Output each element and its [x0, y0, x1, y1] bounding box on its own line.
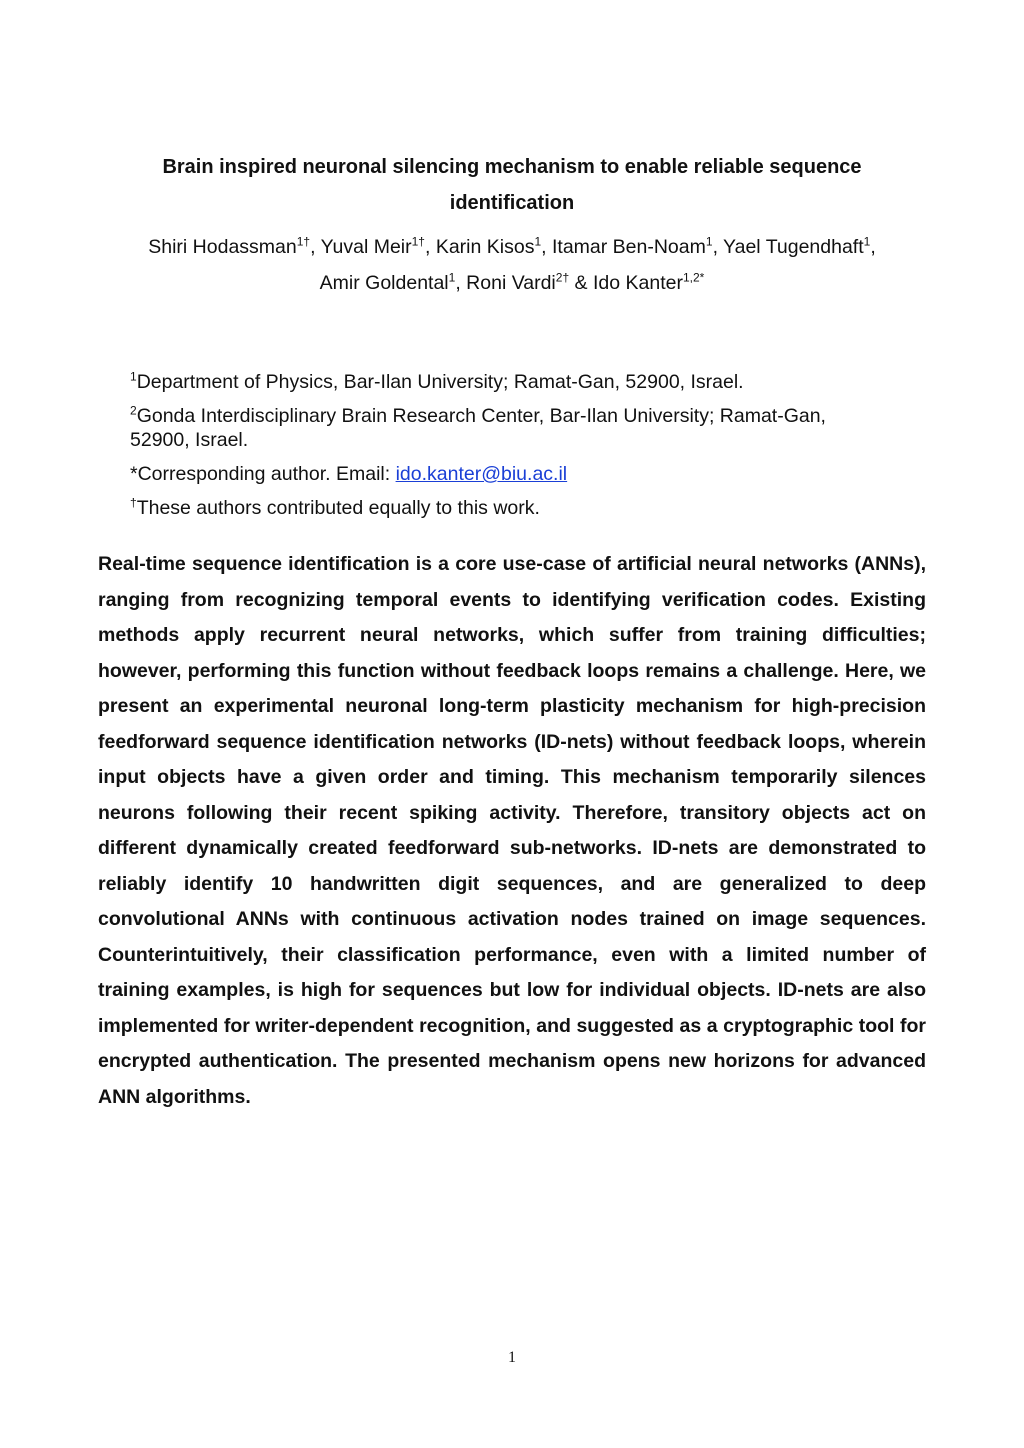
- author-line-1: [80, 229, 944, 265]
- author-separator: ,: [310, 236, 321, 258]
- author-separator: ,: [541, 236, 552, 258]
- equal-contribution-note: [130, 496, 890, 520]
- author-separator: &: [569, 272, 593, 294]
- author-name: Ido Kanter: [592, 272, 683, 294]
- equal-contribution-text: These authors contributed equally to this work.: [136, 497, 540, 519]
- author-affiliation-mark: 1: [448, 270, 456, 285]
- author-name: Amir Goldental: [319, 272, 449, 294]
- affiliation-text: Gonda Interdisciplinary Brain Research Center, Bar-Ilan University; Ramat-Gan, 52900, Israel.: [130, 405, 826, 451]
- author-affiliation-mark: 1: [863, 234, 871, 249]
- page-number: 1: [508, 1349, 516, 1366]
- author-affiliation-mark: 1,2*: [682, 270, 705, 285]
- affiliation-2: [130, 404, 870, 452]
- author-name: Itamar Ben-Noam: [551, 236, 706, 258]
- author-name: Shiri Hodassman: [148, 236, 297, 258]
- author-affiliation-mark: 1: [534, 234, 542, 249]
- author-affiliation-mark: 1†: [296, 234, 311, 249]
- affiliation-mark: 2: [130, 403, 137, 418]
- affiliation-1: [130, 370, 890, 394]
- author-separator: ,: [455, 272, 467, 294]
- author-name: Roni Vardi: [466, 272, 556, 294]
- paper-title: [100, 149, 924, 221]
- dagger-mark: †: [130, 495, 137, 510]
- author-line-2: [80, 265, 944, 301]
- author-affiliation-mark: 1: [705, 234, 713, 249]
- affiliation-mark: 1: [130, 369, 137, 384]
- corresponding-email-link[interactable]: ido.kanter@biu.ac.il: [395, 463, 568, 485]
- paper-title-line-2: identification: [449, 192, 575, 214]
- author-name: Karin Kisos: [435, 236, 535, 258]
- author-affiliation-mark: 2†: [555, 270, 570, 285]
- author-separator: ,: [712, 236, 724, 258]
- author-separator: ,: [870, 236, 876, 258]
- paper-title-line-1: Brain inspired neuronal silencing mechanism to enable reliable sequence: [162, 156, 862, 178]
- abstract-paragraph: Real-time sequence identification is a core use-case of artificial neural networks (ANNs), ranging from recognizing temporal events to identifying verification codes. Existing methods apply recurrent neural networks, which suffer from training difficulties; however, performing this function without feedback loops remains a challenge. Here, we present an experimental neuronal long-term plasticity mechanism for high-precision feedforward sequence identification networks (ID-nets) without feedback loops, wherein input objects have a given order and timing. This mechanism temporarily silences neurons following their recent spiking activity. Therefore, transitory objects act on different dynamically created feedforward sub-networks. ID-nets are demonstrated to reliably identify 10 handwritten digit sequences, and are generalized to deep convolutional ANNs with continuous activation nodes trained on image sequences. Counterintuitively, their classification performance, even with a limited number of training examples, is high for sequences but low for individual objects. ID-nets are also implemented for writer-dependent recognition, and suggested as a cryptographic tool for encrypted authentication. The presented mechanism opens new horizons for advanced ANN algorithms.: [98, 553, 926, 1108]
- corresponding-author-label: *Corresponding author. Email:: [130, 463, 396, 485]
- author-list: [80, 229, 944, 301]
- author-separator: ,: [424, 236, 436, 258]
- author-name: Yael Tugendhaft: [723, 236, 864, 258]
- author-name: Yuval Meir: [320, 236, 412, 258]
- author-affiliation-mark: 1†: [411, 234, 425, 249]
- corresponding-author-note: [130, 462, 890, 486]
- affiliation-text: Department of Physics, Bar-Ilan University; Ramat-Gan, 52900, Israel.: [136, 371, 744, 393]
